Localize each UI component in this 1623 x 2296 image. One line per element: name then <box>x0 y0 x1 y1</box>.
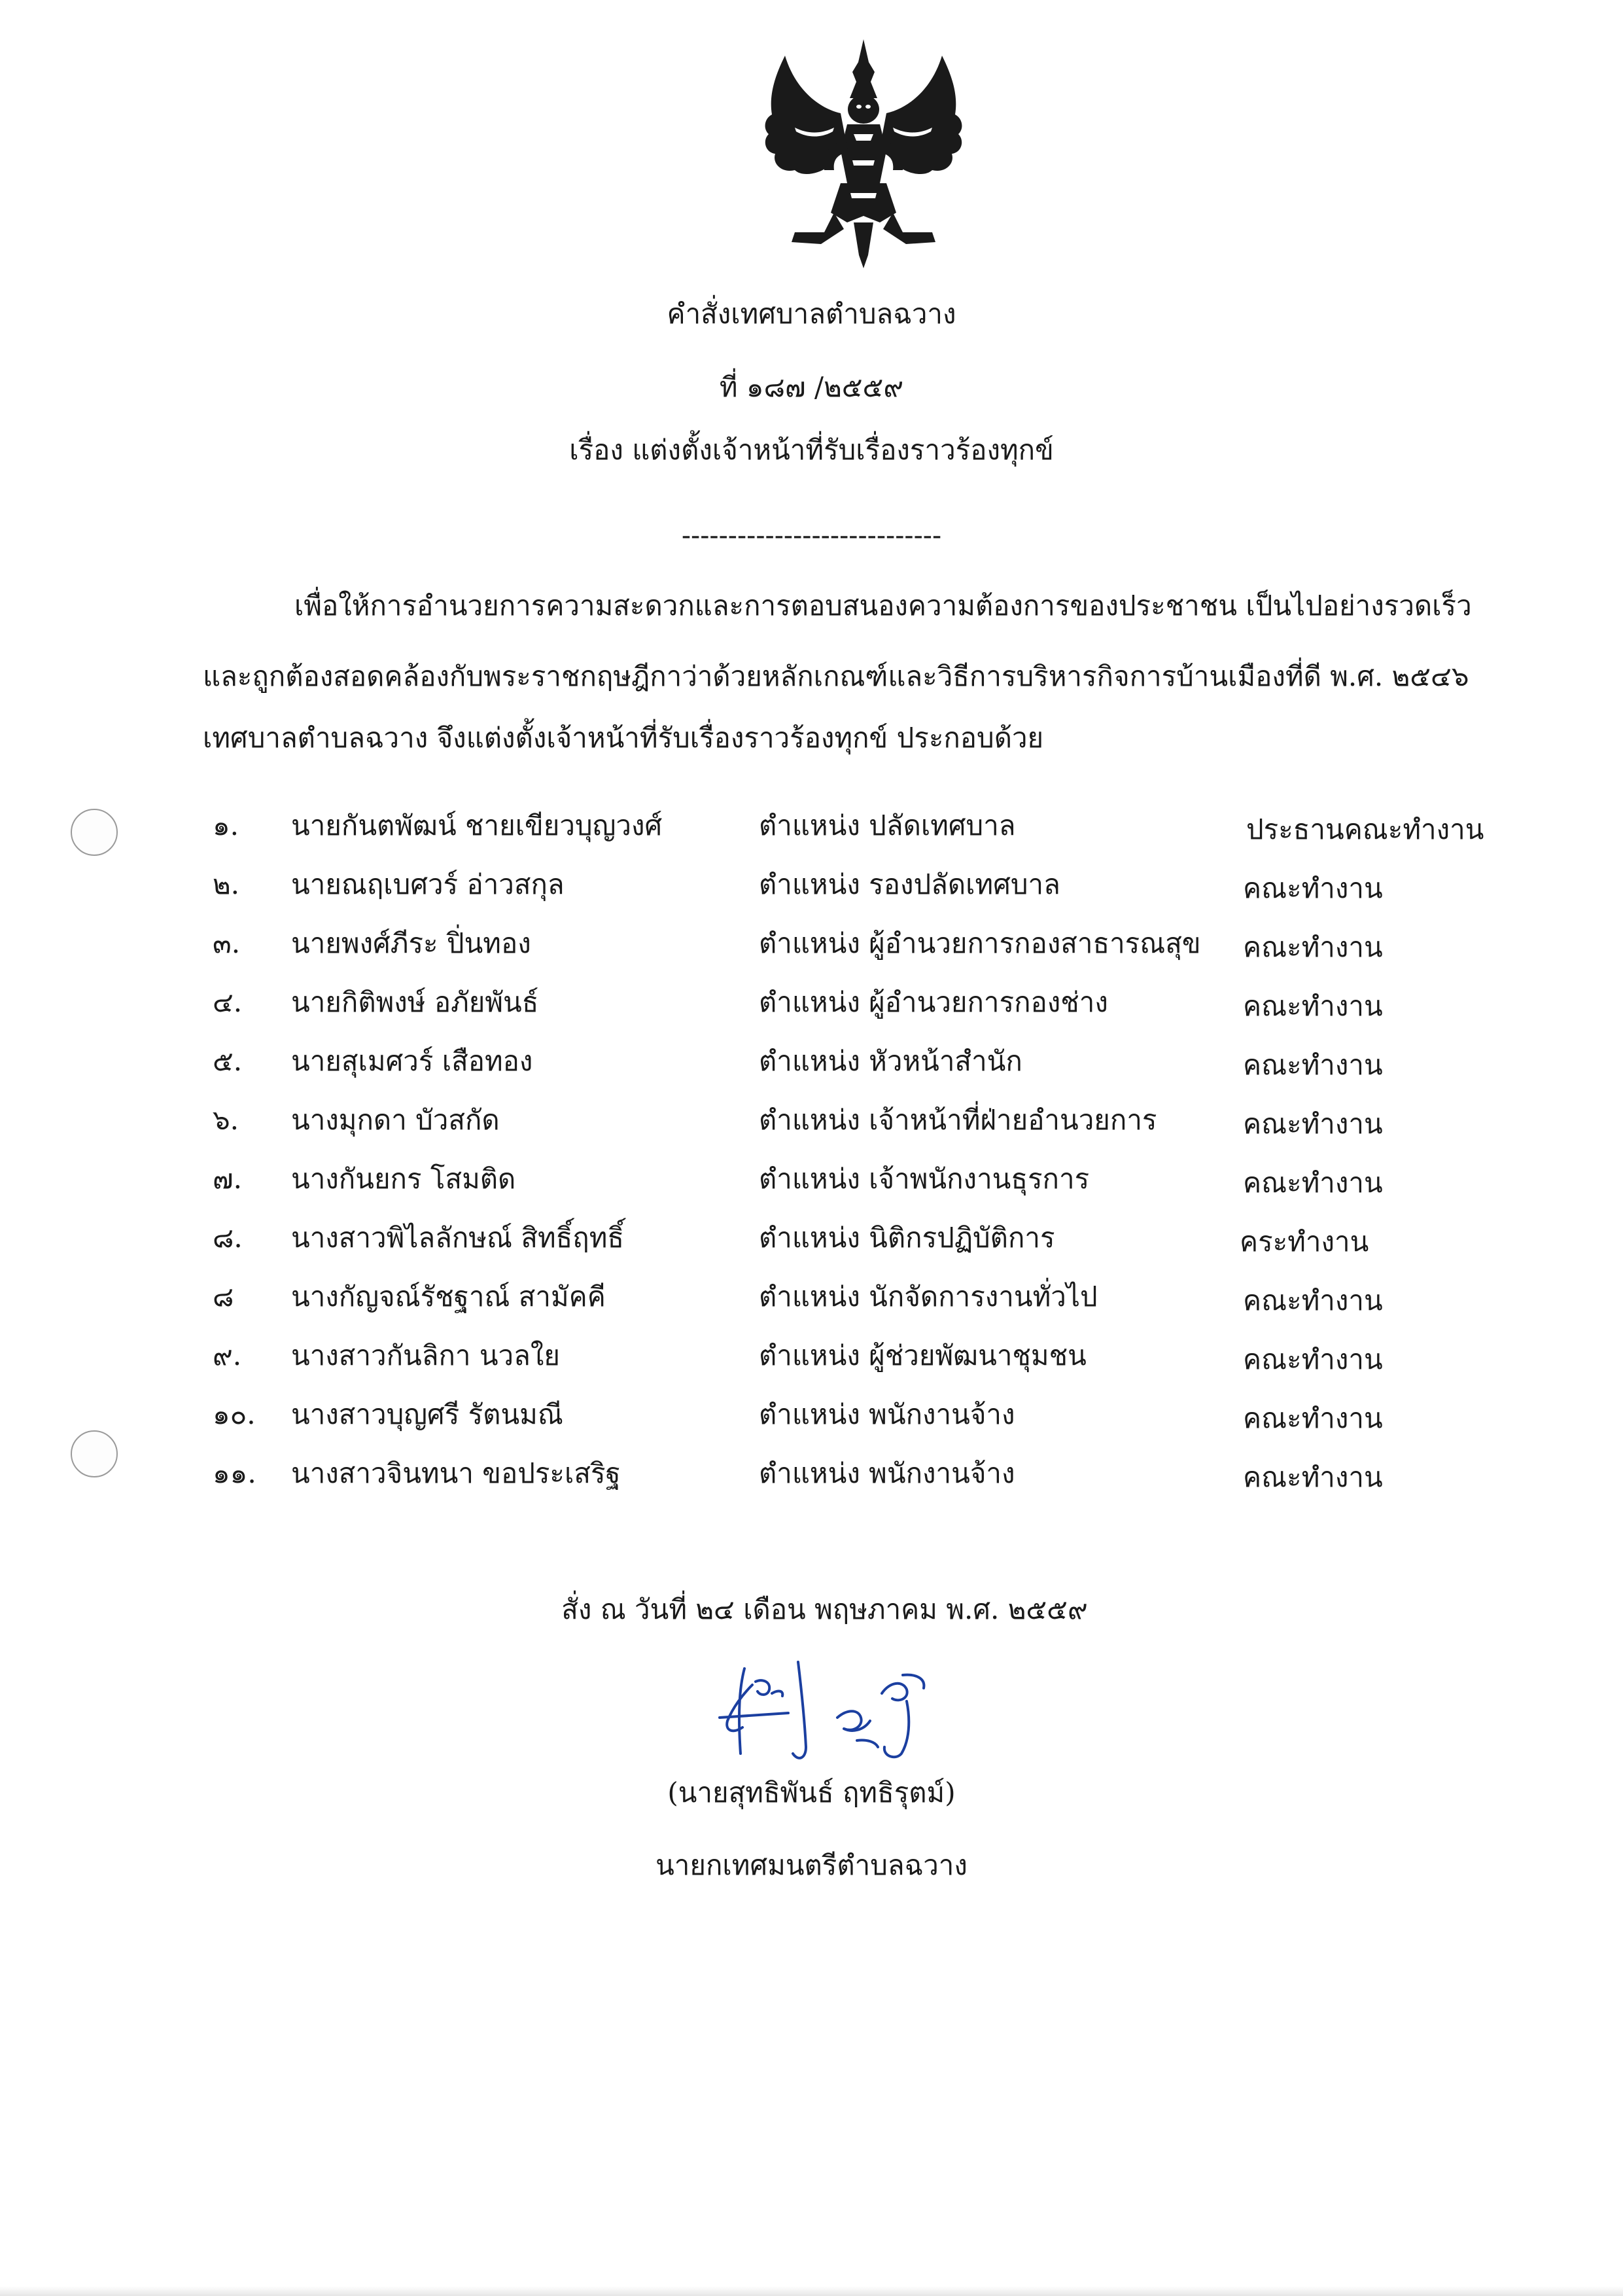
member-role: คณะทำงาน <box>1243 872 1383 904</box>
order-date: สั่ง ณ วันที่ ๒๔ เดือน พฤษภาคม พ.ศ. ๒๕๕๙ <box>561 1593 1088 1625</box>
garuda-emblem-icon <box>756 36 971 275</box>
body-line-2: และถูกต้องสอดคล้องกับพระราชกฤษฎีกาว่าด้วยหลักเกณฑ์และวิธีการบริหารกิจการบ้านเมืองที่ดี พ.ศ. ๒๕๔๖ <box>203 660 1469 692</box>
member-position: ตำแหน่ง ผู้อำนวยการกองสาธารณสุข <box>759 927 1201 959</box>
list-item <box>0 1395 1623 1434</box>
member-position: ตำแหน่ง ปลัดเทศบาล <box>759 809 1016 841</box>
member-role: คณะทำงาน <box>1243 1284 1383 1316</box>
member-name: นางกัญจณ์รัชฐาณ์ สามัคคี <box>291 1280 606 1313</box>
list-item <box>0 1159 1623 1199</box>
signature-image <box>707 1655 994 1767</box>
member-position: ตำแหน่ง พนักงานจ้าง <box>759 1457 1015 1489</box>
member-name: นางสาวกันลิกา นวลใย <box>291 1339 560 1371</box>
member-position: ตำแหน่ง นักจัดการงานทั่วไป <box>759 1280 1098 1313</box>
list-item <box>0 924 1623 963</box>
member-number: ๗. <box>213 1163 242 1195</box>
member-position: ตำแหน่ง ผู้ช่วยพัฒนาชุมชน <box>759 1339 1087 1371</box>
member-name: นางสาวพิไลลักษณ์ สิทธิ์ฤทธิ์ <box>291 1222 625 1254</box>
member-position: ตำแหน่ง เจ้าหน้าที่ฝ่ายอำนวยการ <box>759 1104 1157 1136</box>
list-item <box>0 1218 1623 1258</box>
member-role: คณะทำงาน <box>1243 1461 1383 1493</box>
member-position: ตำแหน่ง หัวหน้าสำนัก <box>759 1045 1022 1077</box>
member-number: ๙. <box>213 1339 242 1371</box>
member-role: คณะทำงาน <box>1243 1167 1383 1199</box>
member-position: ตำแหน่ง ผู้อำนวยการกองช่าง <box>759 986 1108 1018</box>
member-role: คณะทำงาน <box>1243 1402 1383 1434</box>
list-item <box>0 806 1623 845</box>
member-position: ตำแหน่ง นิติกรปฏิบัติการ <box>759 1222 1055 1254</box>
member-number: ๘. <box>213 1222 243 1254</box>
member-name: นางกันยกร โสมติด <box>291 1163 516 1195</box>
member-name: นายสุเมศวร์ เสือทอง <box>291 1045 533 1077</box>
body-line-1: เพื่อให้การอำนวยการความสะดวกและการตอบสนองความต้องการของประชาชน เป็นไปอย่างรวดเร็ว <box>294 590 1472 622</box>
member-role: คณะทำงาน <box>1243 931 1383 963</box>
signer-title: นายกเทศมนตรีตำบลฉวาง <box>655 1849 968 1881</box>
member-number: ๔. <box>213 986 243 1018</box>
order-title: คำสั่งเทศบาลตำบลฉวาง <box>667 298 956 330</box>
order-subject: เรื่อง แต่งตั้งเจ้าหน้าที่รับเรื่องราวร้องทุกข์ <box>569 434 1054 466</box>
signer-name: (นายสุทธิพันธ์ ฤทธิรุตม์) <box>667 1776 956 1809</box>
member-name: นางสาวบุญศรี รัตนมณี <box>291 1398 563 1430</box>
list-item <box>0 1454 1623 1493</box>
member-name: นางสาวจินทนา ขอประเสริฐ <box>291 1457 621 1489</box>
member-number: ๑. <box>213 809 239 841</box>
member-number: ๒. <box>213 868 240 900</box>
member-number: ๑๐. <box>213 1398 256 1430</box>
member-name: นายกันตพัฒน์ ชายเขียวบุญวงศ์ <box>291 809 663 841</box>
list-item <box>0 1101 1623 1140</box>
scan-edge <box>0 2286 1623 2296</box>
member-role: คระทำงาน <box>1240 1226 1369 1258</box>
order-number: ที่ ๑๘๗ /๒๕๕๙ <box>719 371 904 403</box>
member-number: ๖. <box>213 1104 239 1136</box>
member-position: ตำแหน่ง พนักงานจ้าง <box>759 1398 1015 1430</box>
member-role: ประธานคณะทำงาน <box>1246 813 1484 845</box>
member-name: นายกิติพงษ์ อภัยพันธ์ <box>291 986 539 1018</box>
member-number: ๕. <box>213 1045 243 1077</box>
member-number: ๘ <box>213 1280 234 1313</box>
member-name: นายณฤเบศวร์ อ่าวสกุล <box>291 868 565 900</box>
list-item <box>0 1336 1623 1375</box>
list-item <box>0 1042 1623 1081</box>
member-name: นายพงศ์ภีระ ปิ่นทอง <box>291 927 531 959</box>
punch-hole <box>71 809 118 856</box>
member-position: ตำแหน่ง เจ้าพนักงานธุรการ <box>759 1163 1090 1195</box>
member-name: นางมุกดา บัวสกัด <box>291 1104 500 1136</box>
divider: ---------------------------- <box>681 519 942 551</box>
list-item <box>0 865 1623 904</box>
member-role: คณะทำงาน <box>1243 1343 1383 1375</box>
list-item <box>0 1277 1623 1316</box>
member-role: คณะทำงาน <box>1243 1049 1383 1081</box>
member-role: คณะทำงาน <box>1243 990 1383 1022</box>
member-role: คณะทำงาน <box>1243 1108 1383 1140</box>
member-position: ตำแหน่ง รองปลัดเทศบาล <box>759 868 1060 900</box>
member-number: ๓. <box>213 927 241 959</box>
list-item <box>0 983 1623 1022</box>
member-number: ๑๑. <box>213 1457 256 1489</box>
punch-hole <box>71 1430 118 1477</box>
body-line-3: เทศบาลตำบลฉวาง จึงแต่งตั้งเจ้าหน้าที่รับเรื่องราวร้องทุกข์ ประกอบด้วย <box>203 722 1044 754</box>
